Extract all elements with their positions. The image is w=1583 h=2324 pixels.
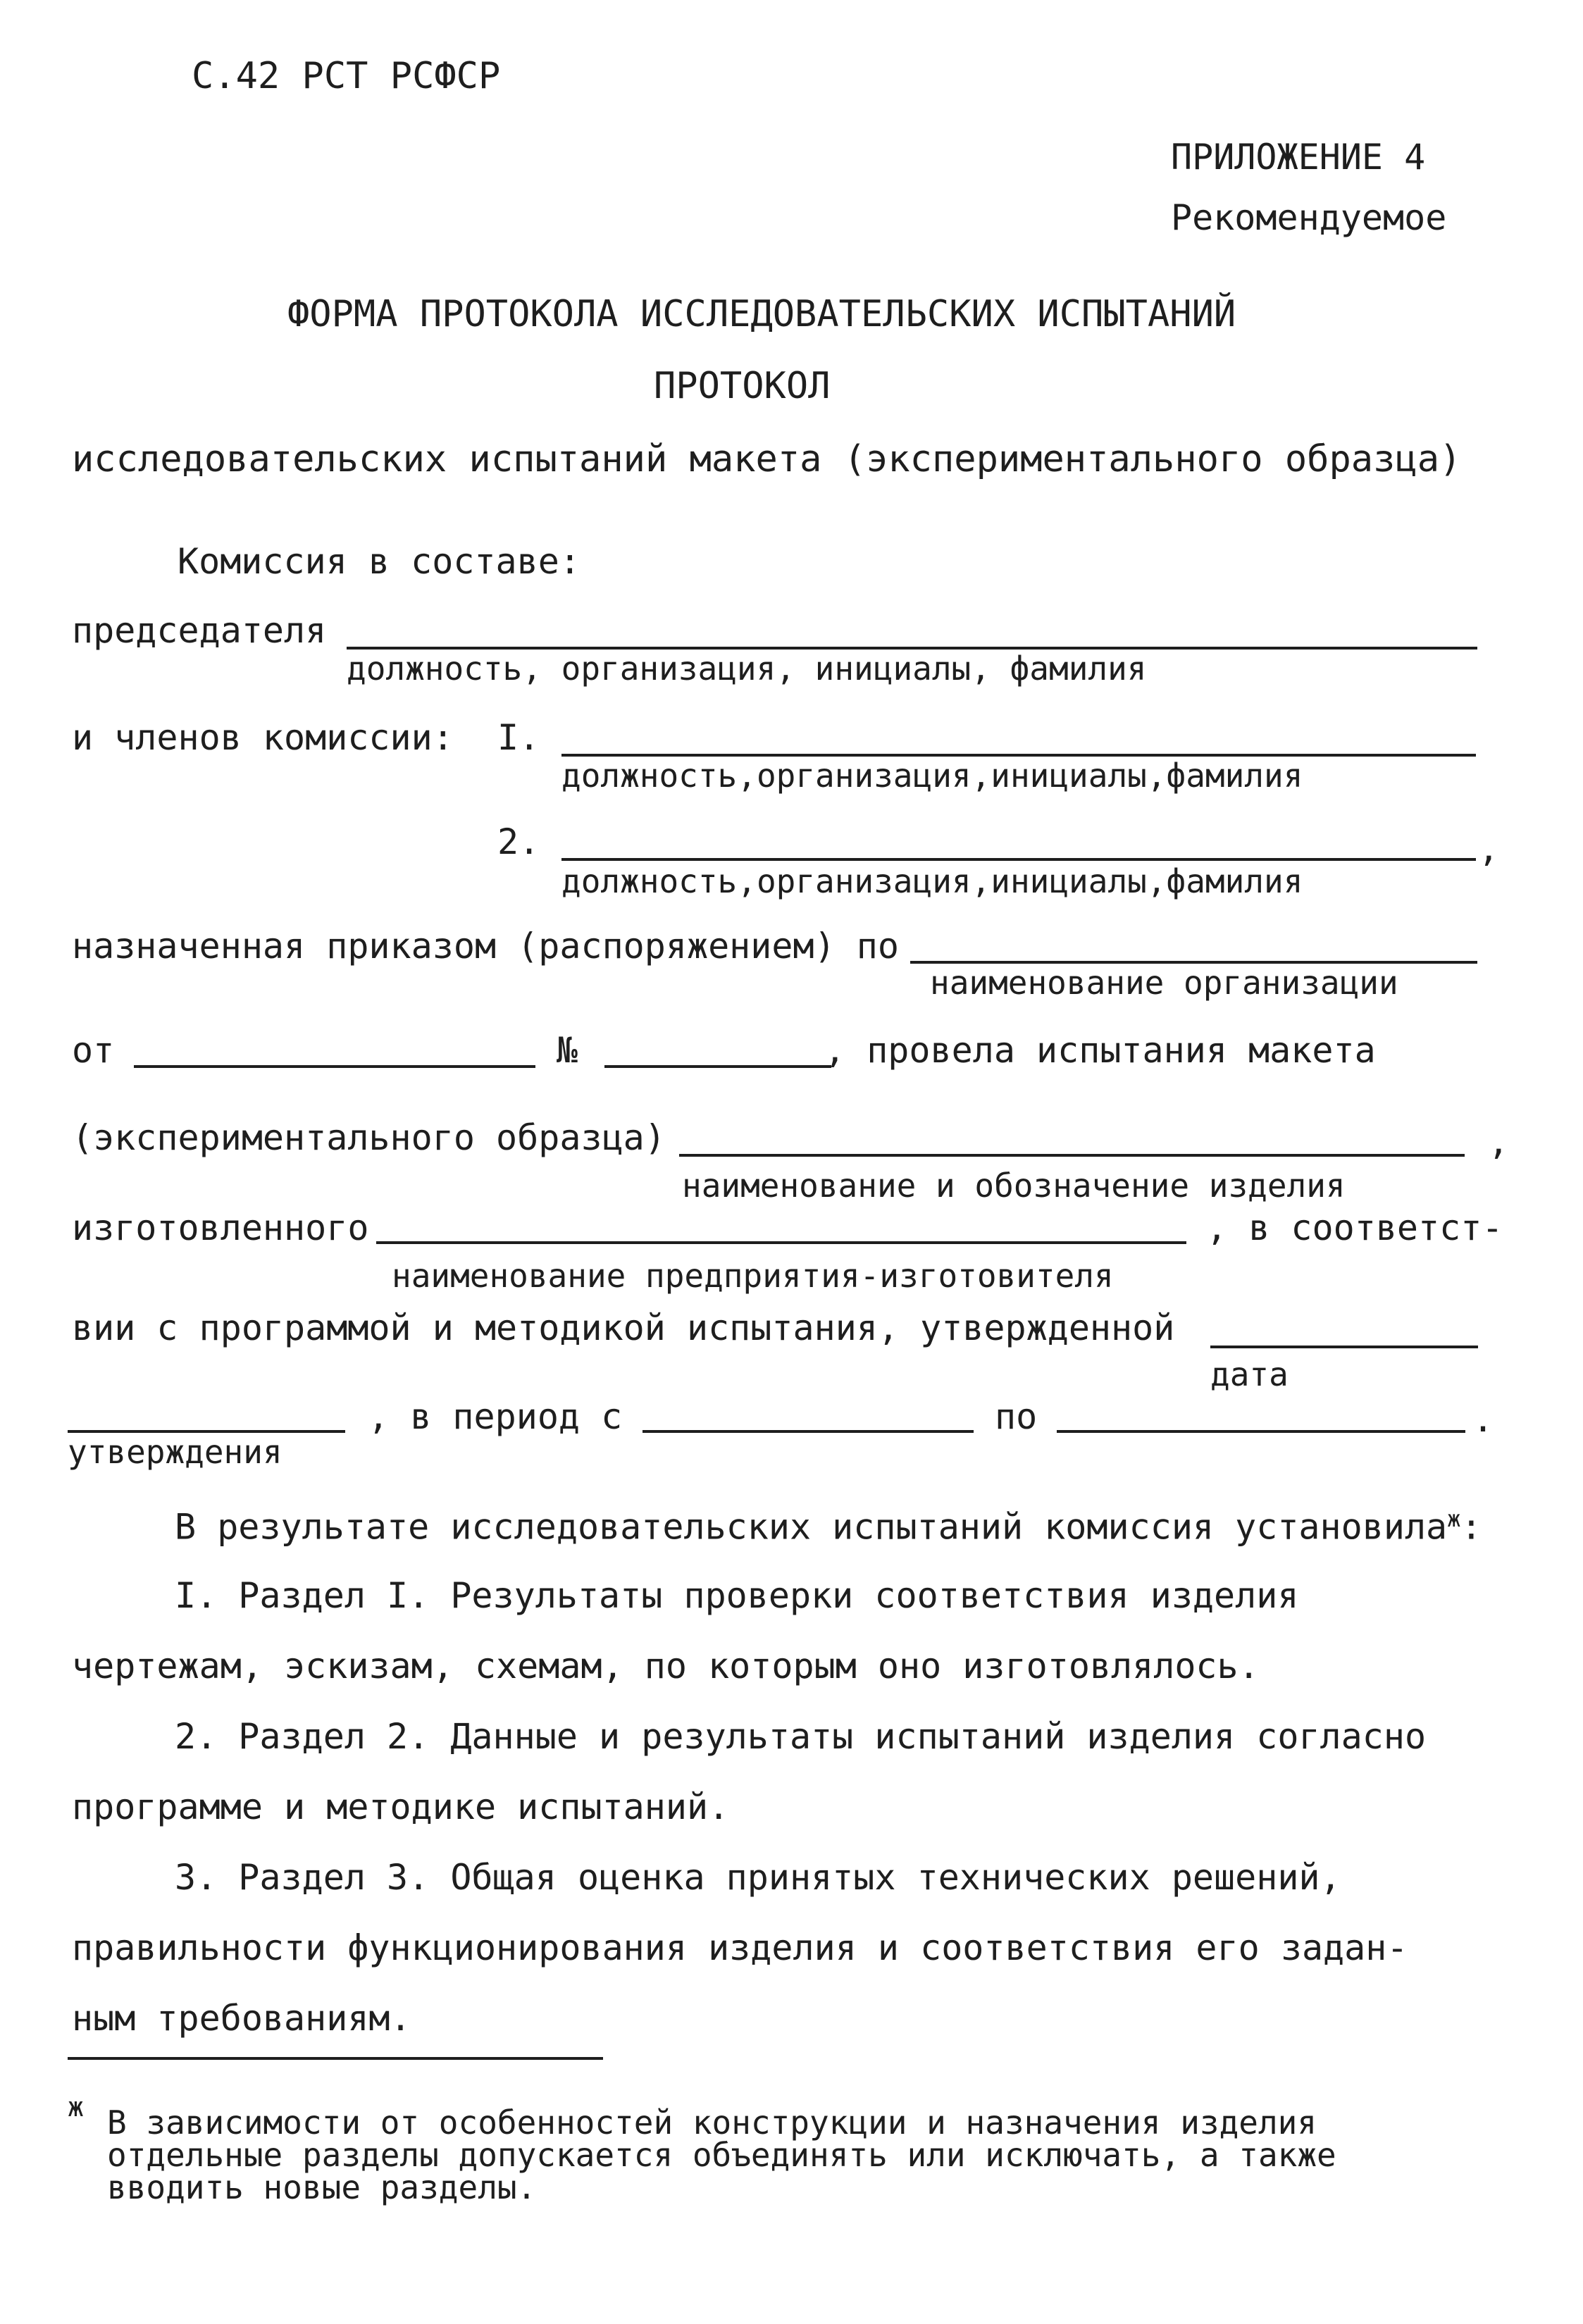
document-subtitle: исследовательских испытаний макета (экспериментального образца) (72, 438, 1462, 480)
product-comma: , (1488, 1121, 1510, 1162)
members-label: и членов комиссии: (72, 717, 454, 758)
member2-caption: должность,организация,инициалы,фамилия (561, 862, 1303, 900)
results-intro-text: В результате исследовательских испытаний комиссия установила (175, 1506, 1448, 1548)
section3-line2: правильности функционирования изделия и соответствия его задан- (72, 1927, 1408, 1968)
date-caption: дата (1210, 1355, 1289, 1393)
appointed-label: назначенная приказом (распоряжением) по (72, 926, 899, 967)
document-type: ПРОТОКОЛ (654, 365, 831, 407)
footnote-line3: вводить новые разделы. (107, 2168, 537, 2206)
member2-field-line (561, 858, 1476, 861)
appendix-label: ПРИЛОЖЕНИЕ 4 (1171, 137, 1426, 178)
section1-line1: I. Раздел I. Результаты проверки соответствия изделия (175, 1575, 1299, 1616)
member1-number: I. (497, 717, 540, 758)
footnote-mark: ж (68, 2092, 84, 2123)
section1-line2: чертежам, эскизам, схемам, по которым оно изготовлялось. (72, 1646, 1260, 1686)
manufactured-label: изготовленного (72, 1207, 369, 1248)
footnote-reference: ж (1447, 1505, 1461, 1532)
section3-line1: 3. Раздел 3. Общая оценка принятых технических решений, (175, 1857, 1341, 1898)
product-field-line (679, 1154, 1465, 1157)
member1-caption: должность,организация,инициалы,фамилия (561, 757, 1303, 795)
order-number-field-line (604, 1065, 831, 1068)
approval-caption: утверждения (68, 1433, 283, 1471)
section2-line2: программе и методике испытаний. (72, 1787, 730, 1827)
appendix-status: Рекомендуемое (1171, 197, 1447, 238)
organization-caption: наименование организации (930, 964, 1398, 1002)
period-to-label: по (995, 1396, 1038, 1437)
footnote-separator (68, 2057, 603, 2060)
period-end-dot: . (1472, 1399, 1494, 1440)
member2-number: 2. (497, 821, 540, 862)
number-sign: № (557, 1030, 578, 1071)
form-title: ФОРМА ПРОТОКОЛА ИССЛЕДОВАТЕЛЬСКИХ ИСПЫТАНИЙ (287, 293, 1236, 335)
chairman-caption: должность, организация, инициалы, фамилия (347, 650, 1147, 688)
sample-label: (экспериментального образца) (72, 1117, 666, 1158)
manufacturer-caption: наименование предприятия-изготовителя (392, 1257, 1114, 1295)
chairman-label: председателя (72, 610, 327, 651)
period-end-field-line (1057, 1430, 1465, 1433)
tested-text: , провела испытания макета (824, 1030, 1376, 1071)
from-label: от (72, 1030, 115, 1071)
period-start-field-line (642, 1430, 974, 1433)
product-caption: наименование и обозначение изделия (682, 1167, 1346, 1205)
commission-intro: Комиссия в составе: (178, 541, 581, 582)
footnote-line2: отдельные разделы допускается объединять или исключать, а также (107, 2136, 1336, 2174)
according-text: , в соответст- (1206, 1207, 1503, 1248)
period-from-label: , в период с (368, 1396, 623, 1437)
program-text: вии с программой и методикой испытания, утвержденной (72, 1307, 1175, 1348)
section2-line1: 2. Раздел 2. Данные и результаты испытаний изделия согласно (175, 1716, 1427, 1757)
results-intro (175, 1505, 1482, 1548)
approval-date-field-line (1210, 1346, 1478, 1348)
footnote-line1: В зависимости от особенностей конструкции и назначения изделия (107, 2104, 1317, 2142)
section3-line3: ным требованиям. (72, 1998, 411, 2039)
page-reference: С.42 РСТ РСФСР (192, 55, 501, 97)
member2-comma: , (1478, 828, 1500, 869)
order-date-field-line (134, 1065, 535, 1068)
manufacturer-field-line (376, 1241, 1186, 1244)
results-intro-colon: : (1460, 1506, 1482, 1548)
